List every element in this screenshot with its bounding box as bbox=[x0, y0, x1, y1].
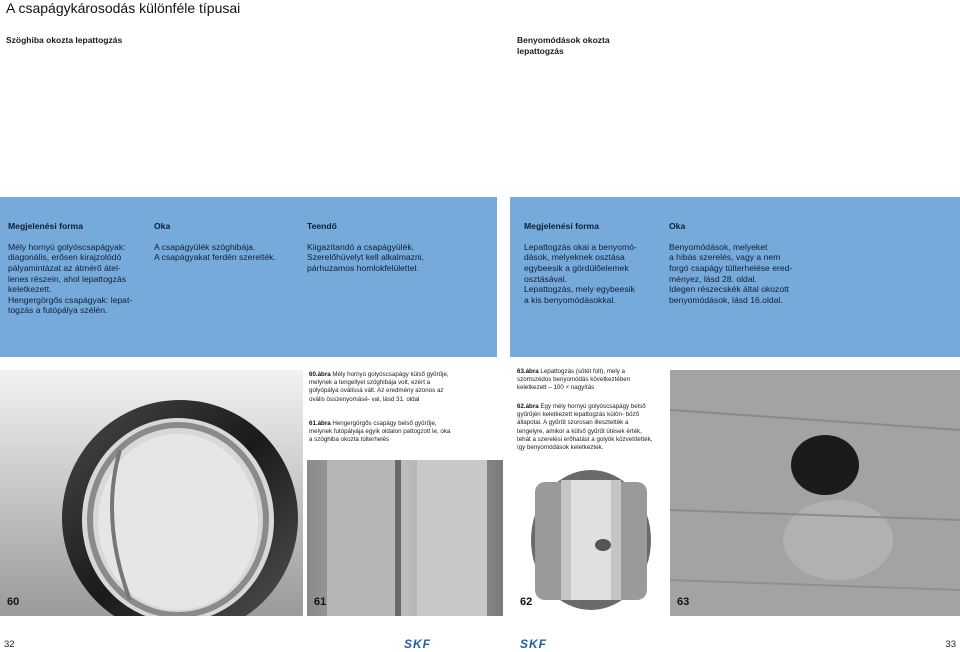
figure-number-60: 60 bbox=[7, 596, 20, 608]
caption-61-text: Hengergörgős csapágy belső gyűrűje, melynek futópályája egyik oldalon pattogzott le, oka a szöghiba okozta túlterhelés bbox=[309, 420, 451, 444]
caption-61-label: 61.ábra bbox=[309, 420, 331, 427]
appearance-text-left: Mély hornyú golyóscsapágyak: diagonális, erősen kirajzolódó pályamintázat az átmérő átel- lenes részein, ahol lepattogzás keletkezett. Hengergörgős csapágyak: lepat- togzás a futópálya szélén. bbox=[8, 241, 133, 316]
appearance-text-right: Lepattogzás okai a benyomó- dások, melyeknek osztása egybeesik a gördülőelemek osztásával. Lepattogzás, mely egybeesik a kis benyomódásokkal. bbox=[524, 241, 637, 305]
cause-text-left: A csapágyülék szöghibája. A csapágyakat ferdén szerelték. bbox=[154, 241, 276, 263]
left-section-heading: Szöghiba okozta lepattogzás bbox=[6, 35, 123, 45]
figure-61-photo bbox=[307, 460, 503, 616]
cause-column-left bbox=[154, 210, 294, 263]
cause-text-right: Benyomódások, melyeket a hibás szerelés, vagy a nem forgó csapágy túlterhelése ered- ményez, lásd 28. oldal. Idegen részecskék által okozott benyomódások, lásd 16.oldal. bbox=[669, 241, 793, 305]
figure-number-61: 61 bbox=[314, 596, 327, 608]
figure-number-63: 63 bbox=[677, 596, 690, 608]
remedy-heading: Teendő bbox=[307, 220, 337, 231]
appearance-heading-left: Megjelenési forma bbox=[8, 220, 83, 231]
remedy-text: Kiigazítandó a csapágyülék. Szerelőhüvelyt kell alkalmazni, párhuzamos homlokfelülettel. bbox=[307, 241, 425, 273]
figure-number-62: 62 bbox=[520, 596, 533, 608]
cause-column-right bbox=[669, 210, 814, 305]
spalling-micrograph-image bbox=[670, 370, 960, 616]
caption-figure-60 bbox=[309, 371, 455, 404]
caption-63-text: Lepattogzás (sötét folt), mely a szomszédos benyomódás következtében keletkezett – 100 × nagyítás bbox=[517, 368, 631, 392]
appearance-heading-right: Megjelenési forma bbox=[524, 220, 599, 231]
figure-63-photo bbox=[670, 370, 960, 616]
caption-63-label: 63.ábra bbox=[517, 368, 539, 375]
right-section-heading: Benyomódások okozta lepattogzás bbox=[517, 35, 610, 56]
remedy-column bbox=[307, 210, 457, 274]
figure-62-photo bbox=[513, 460, 667, 616]
appearance-column-right bbox=[524, 210, 664, 305]
caption-figure-61 bbox=[309, 420, 455, 445]
caption-62-label: 62.ábra bbox=[517, 403, 539, 410]
page-number-left: 32 bbox=[4, 639, 15, 650]
caption-figure-62 bbox=[517, 403, 657, 452]
appearance-column-left bbox=[8, 210, 148, 316]
page-title: A csapágykárosodás különféle típusai bbox=[6, 0, 241, 16]
caption-60-text: Mély hornyú golyóscsapágy külső gyűrűje, melynek a tengellyel szöghibája volt, ezért a golyópálya oválissá vált. Az eredmény azonos az ovális összenyomásé- val, lásd 31. oldal bbox=[309, 371, 449, 403]
ball-bearing-ring-image bbox=[513, 460, 667, 616]
cause-heading-right: Oka bbox=[669, 220, 686, 231]
skf-logo-left: SKF bbox=[404, 637, 431, 651]
cause-heading-left: Oka bbox=[154, 220, 171, 231]
figure-60-photo bbox=[0, 370, 303, 616]
caption-60-label: 60.ábra bbox=[309, 371, 331, 378]
caption-figure-63 bbox=[517, 368, 657, 393]
page-number-right: 33 bbox=[945, 639, 956, 650]
caption-62-text: Egy mély hornyú golyóscsapágy belső gyűrűjén keletkezett lepattogzás külön- böző állapotai. A gyűrűt szorosan illesztették a tengelyre, amikor a külső gyűrűt ütések érték, tehát a szerelési erőhatást a golyók közvetítették, így benyomódások keletkeztek. bbox=[517, 403, 653, 452]
bearing-ring-image bbox=[0, 370, 303, 616]
inner-ring-image bbox=[307, 460, 503, 616]
skf-logo-right: SKF bbox=[520, 637, 547, 651]
